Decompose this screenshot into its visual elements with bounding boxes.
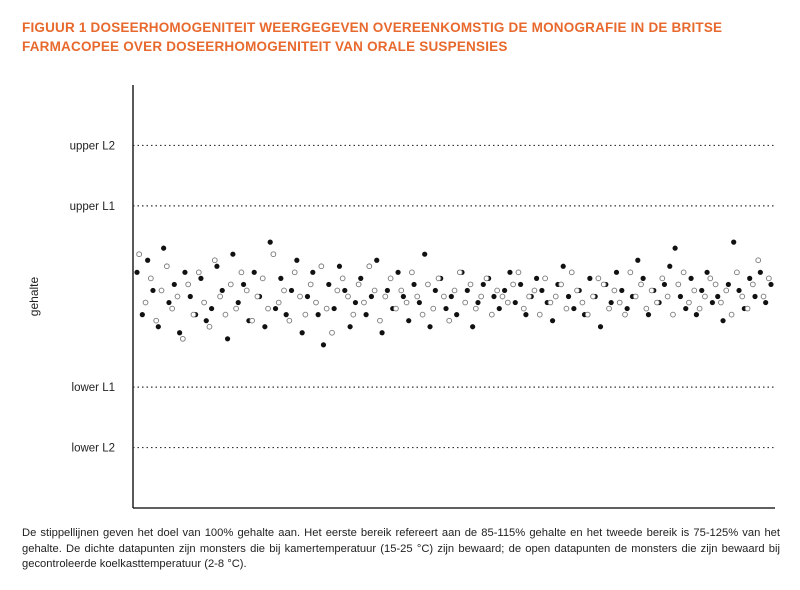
data-point-filled: [332, 306, 337, 311]
data-point-open: [394, 306, 399, 311]
data-point-filled: [550, 318, 555, 323]
data-point-open: [441, 294, 446, 299]
data-point-open: [575, 288, 580, 293]
data-point-filled: [662, 282, 667, 287]
data-point-filled: [268, 240, 273, 245]
data-point-open: [559, 282, 564, 287]
data-point-open: [687, 300, 692, 305]
data-point-open: [596, 276, 601, 281]
data-point-open: [740, 294, 745, 299]
data-point-filled: [353, 300, 358, 305]
data-point-open: [591, 294, 596, 299]
data-point-open: [623, 312, 628, 317]
data-point-filled: [694, 312, 699, 317]
data-point-filled: [619, 288, 624, 293]
data-point-filled: [635, 258, 640, 263]
data-point-open: [154, 318, 159, 323]
data-point-open: [356, 282, 361, 287]
data-point-open: [500, 294, 505, 299]
data-point-filled: [715, 294, 720, 299]
data-point-open: [143, 300, 148, 305]
data-point-open: [537, 312, 542, 317]
data-point-filled: [539, 288, 544, 293]
data-point-open: [180, 336, 185, 341]
data-point-open: [159, 288, 164, 293]
y-axis-label: gehalte: [27, 276, 41, 317]
data-point-filled: [614, 270, 619, 275]
data-point-filled: [736, 288, 741, 293]
data-point-filled: [422, 252, 427, 257]
data-point-filled: [145, 258, 150, 263]
data-point-open: [431, 306, 436, 311]
data-point-filled: [449, 294, 454, 299]
data-point-filled: [241, 282, 246, 287]
scatter-chart: [0, 70, 800, 520]
data-point-filled: [571, 306, 576, 311]
data-point-filled: [182, 270, 187, 275]
data-point-open: [484, 276, 489, 281]
data-point-open: [473, 306, 478, 311]
data-point-open: [569, 270, 574, 275]
data-point-filled: [209, 306, 214, 311]
data-point-filled: [768, 282, 773, 287]
data-point-open: [239, 270, 244, 275]
data-point-open: [234, 306, 239, 311]
reference-line-label: lower L2: [71, 442, 115, 455]
data-point-open: [633, 294, 638, 299]
data-point-open: [202, 300, 207, 305]
data-point-filled: [294, 258, 299, 263]
data-point-open: [628, 270, 633, 275]
data-point-open: [164, 264, 169, 269]
data-point-filled: [252, 270, 257, 275]
data-point-filled: [502, 288, 507, 293]
data-point-filled: [220, 288, 225, 293]
data-point-open: [228, 282, 233, 287]
data-point-filled: [401, 294, 406, 299]
data-point-open: [383, 294, 388, 299]
data-point-filled: [673, 246, 678, 251]
data-point-open: [314, 300, 319, 305]
data-point-open: [367, 264, 372, 269]
data-point-open: [735, 270, 740, 275]
data-point-filled: [369, 294, 374, 299]
data-point-open: [378, 318, 383, 323]
data-point-open: [607, 306, 612, 311]
data-point-open: [457, 270, 462, 275]
data-point-filled: [433, 288, 438, 293]
data-point-filled: [747, 276, 752, 281]
data-point-open: [713, 282, 718, 287]
data-point-filled: [230, 252, 235, 257]
data-point-open: [676, 282, 681, 287]
data-point-open: [266, 306, 271, 311]
data-point-open: [612, 288, 617, 293]
data-point-filled: [561, 264, 566, 269]
data-point-open: [729, 312, 734, 317]
data-point-open: [388, 276, 393, 281]
data-point-open: [340, 276, 345, 281]
data-point-filled: [699, 288, 704, 293]
data-point-open: [324, 306, 329, 311]
data-point-filled: [417, 300, 422, 305]
figure-caption: De stippellijnen geven het doel van 100% gehalte aan. Het eerste bereik refereert aan de 85-115% gehalte en het tweede bereik is 75-125% van het gehalte. De dichte datapunten zijn monsters die bij kamertemperatuur (15-25 °C) zijn bewaard; de open datapunten de monsters die zijn bewaard bij gecontroleerde koelkasttemperatuur (2-8 °C).: [22, 527, 780, 570]
data-point-open: [639, 282, 644, 287]
data-point-open: [308, 282, 313, 287]
data-point-open: [260, 276, 265, 281]
data-point-filled: [625, 306, 630, 311]
data-point-open: [617, 300, 622, 305]
data-point-filled: [188, 294, 193, 299]
data-point-filled: [161, 246, 166, 251]
data-point-filled: [763, 300, 768, 305]
data-point-filled: [273, 306, 278, 311]
data-point-filled: [225, 336, 230, 341]
data-point-open: [404, 300, 409, 305]
data-point-open: [330, 330, 335, 335]
reference-line-label: upper L1: [69, 200, 115, 213]
data-point-filled: [310, 270, 315, 275]
data-point-open: [665, 294, 670, 299]
data-point-open: [601, 282, 606, 287]
data-point-open: [511, 282, 516, 287]
data-point-filled: [305, 294, 310, 299]
data-point-open: [585, 312, 590, 317]
data-point-open: [745, 306, 750, 311]
data-point-open: [548, 300, 553, 305]
data-point-open: [463, 300, 468, 305]
data-point-open: [223, 312, 228, 317]
data-point-open: [532, 288, 537, 293]
data-point-filled: [204, 318, 209, 323]
data-point-open: [521, 306, 526, 311]
data-point-filled: [443, 306, 448, 311]
data-point-filled: [337, 264, 342, 269]
data-point-open: [399, 288, 404, 293]
data-point-filled: [358, 276, 363, 281]
data-point-filled: [156, 324, 161, 329]
data-point-filled: [300, 330, 305, 335]
data-point-filled: [236, 300, 241, 305]
data-point-open: [420, 312, 425, 317]
data-point-open: [170, 306, 175, 311]
data-point-filled: [278, 276, 283, 281]
data-point-open: [218, 294, 223, 299]
data-point-open: [489, 312, 494, 317]
data-point-open: [271, 252, 276, 257]
data-point-open: [655, 300, 660, 305]
data-point-open: [250, 318, 255, 323]
data-point-open: [452, 288, 457, 293]
data-point-open: [750, 282, 755, 287]
data-point-open: [276, 300, 281, 305]
data-point-filled: [342, 288, 347, 293]
data-point-filled: [609, 300, 614, 305]
data-point-filled: [177, 330, 182, 335]
data-point-filled: [646, 312, 651, 317]
data-point-filled: [321, 342, 326, 347]
data-point-filled: [481, 282, 486, 287]
data-point-filled: [710, 300, 715, 305]
data-point-filled: [641, 276, 646, 281]
data-point-open: [148, 276, 153, 281]
data-point-open: [756, 258, 761, 263]
data-point-open: [137, 252, 142, 257]
data-point-open: [282, 288, 287, 293]
data-point-open: [692, 288, 697, 293]
data-point-open: [415, 294, 420, 299]
data-point-open: [319, 264, 324, 269]
data-point-filled: [688, 276, 693, 281]
data-point-open: [719, 300, 724, 305]
data-point-filled: [172, 282, 177, 287]
data-point-open: [191, 312, 196, 317]
data-point-open: [553, 294, 558, 299]
data-point-filled: [134, 270, 139, 275]
data-point-open: [495, 288, 500, 293]
data-point-open: [186, 282, 191, 287]
data-point-filled: [491, 294, 496, 299]
data-point-open: [671, 312, 676, 317]
data-point-filled: [427, 324, 432, 329]
data-point-open: [644, 306, 649, 311]
data-point-filled: [497, 306, 502, 311]
data-point-open: [244, 288, 249, 293]
data-point-filled: [523, 312, 528, 317]
data-point-filled: [348, 324, 353, 329]
data-point-open: [436, 276, 441, 281]
data-point-filled: [667, 264, 672, 269]
data-point-open: [372, 288, 377, 293]
data-point-open: [697, 306, 702, 311]
data-point-open: [708, 276, 713, 281]
data-point-open: [351, 312, 356, 317]
data-point-filled: [752, 294, 757, 299]
data-point-filled: [566, 294, 571, 299]
data-point-open: [207, 324, 212, 329]
data-point-open: [346, 294, 351, 299]
data-point-filled: [284, 312, 289, 317]
data-point-filled: [598, 324, 603, 329]
data-point-open: [362, 300, 367, 305]
data-point-filled: [379, 330, 384, 335]
data-point-open: [660, 276, 665, 281]
data-point-filled: [363, 312, 368, 317]
data-point-open: [410, 270, 415, 275]
data-point-open: [649, 288, 654, 293]
data-point-open: [564, 306, 569, 311]
data-point-filled: [475, 300, 480, 305]
data-point-filled: [513, 300, 518, 305]
data-point-open: [196, 270, 201, 275]
data-point-filled: [518, 282, 523, 287]
data-point-filled: [150, 288, 155, 293]
data-point-filled: [454, 312, 459, 317]
data-point-open: [425, 282, 430, 287]
data-point-open: [681, 270, 686, 275]
data-point-filled: [326, 282, 331, 287]
data-point-open: [761, 294, 766, 299]
data-point-filled: [214, 264, 219, 269]
data-point-filled: [470, 324, 475, 329]
data-point-filled: [198, 276, 203, 281]
data-point-filled: [678, 294, 683, 299]
data-point-open: [303, 312, 308, 317]
data-point-open: [292, 270, 297, 275]
data-point-open: [580, 300, 585, 305]
reference-line-label: lower L1: [71, 382, 115, 395]
data-point-filled: [166, 300, 171, 305]
data-point-open: [543, 276, 548, 281]
data-point-open: [527, 294, 532, 299]
data-point-open: [505, 300, 510, 305]
data-point-open: [724, 288, 729, 293]
data-point-filled: [374, 258, 379, 263]
data-point-open: [212, 258, 217, 263]
data-point-filled: [704, 270, 709, 275]
data-point-filled: [726, 282, 731, 287]
data-point-filled: [140, 312, 145, 317]
data-point-filled: [395, 270, 400, 275]
data-point-filled: [289, 288, 294, 293]
data-point-open: [287, 318, 292, 323]
data-point-open: [255, 294, 260, 299]
data-point-filled: [507, 270, 512, 275]
data-point-open: [298, 294, 303, 299]
data-point-filled: [406, 318, 411, 323]
data-point-filled: [385, 288, 390, 293]
data-point-filled: [720, 318, 725, 323]
reference-line-label: upper L2: [69, 140, 115, 153]
data-point-filled: [758, 270, 763, 275]
data-point-open: [516, 270, 521, 275]
data-point-filled: [262, 324, 267, 329]
data-point-open: [479, 294, 484, 299]
data-point-filled: [534, 276, 539, 281]
data-point-open: [175, 294, 180, 299]
data-point-filled: [683, 306, 688, 311]
data-point-filled: [411, 282, 416, 287]
figure-title: FIGUUR 1 DOSEERHOMOGENITEIT WEERGEGEVEN OVEREENKOMSTIG DE MONOGRAFIE IN DE BRITSE FARMACOPEE OVER DOSEERHOMOGENITEIT VAN ORALE SUSPENSIES: [22, 20, 723, 54]
data-point-filled: [316, 312, 321, 317]
data-point-open: [447, 318, 452, 323]
data-point-open: [703, 294, 708, 299]
data-point-open: [468, 282, 473, 287]
data-point-open: [335, 288, 340, 293]
data-point-filled: [587, 276, 592, 281]
data-point-open: [766, 276, 771, 281]
data-point-filled: [731, 240, 736, 245]
data-point-filled: [465, 288, 470, 293]
chart-area: [0, 70, 800, 520]
